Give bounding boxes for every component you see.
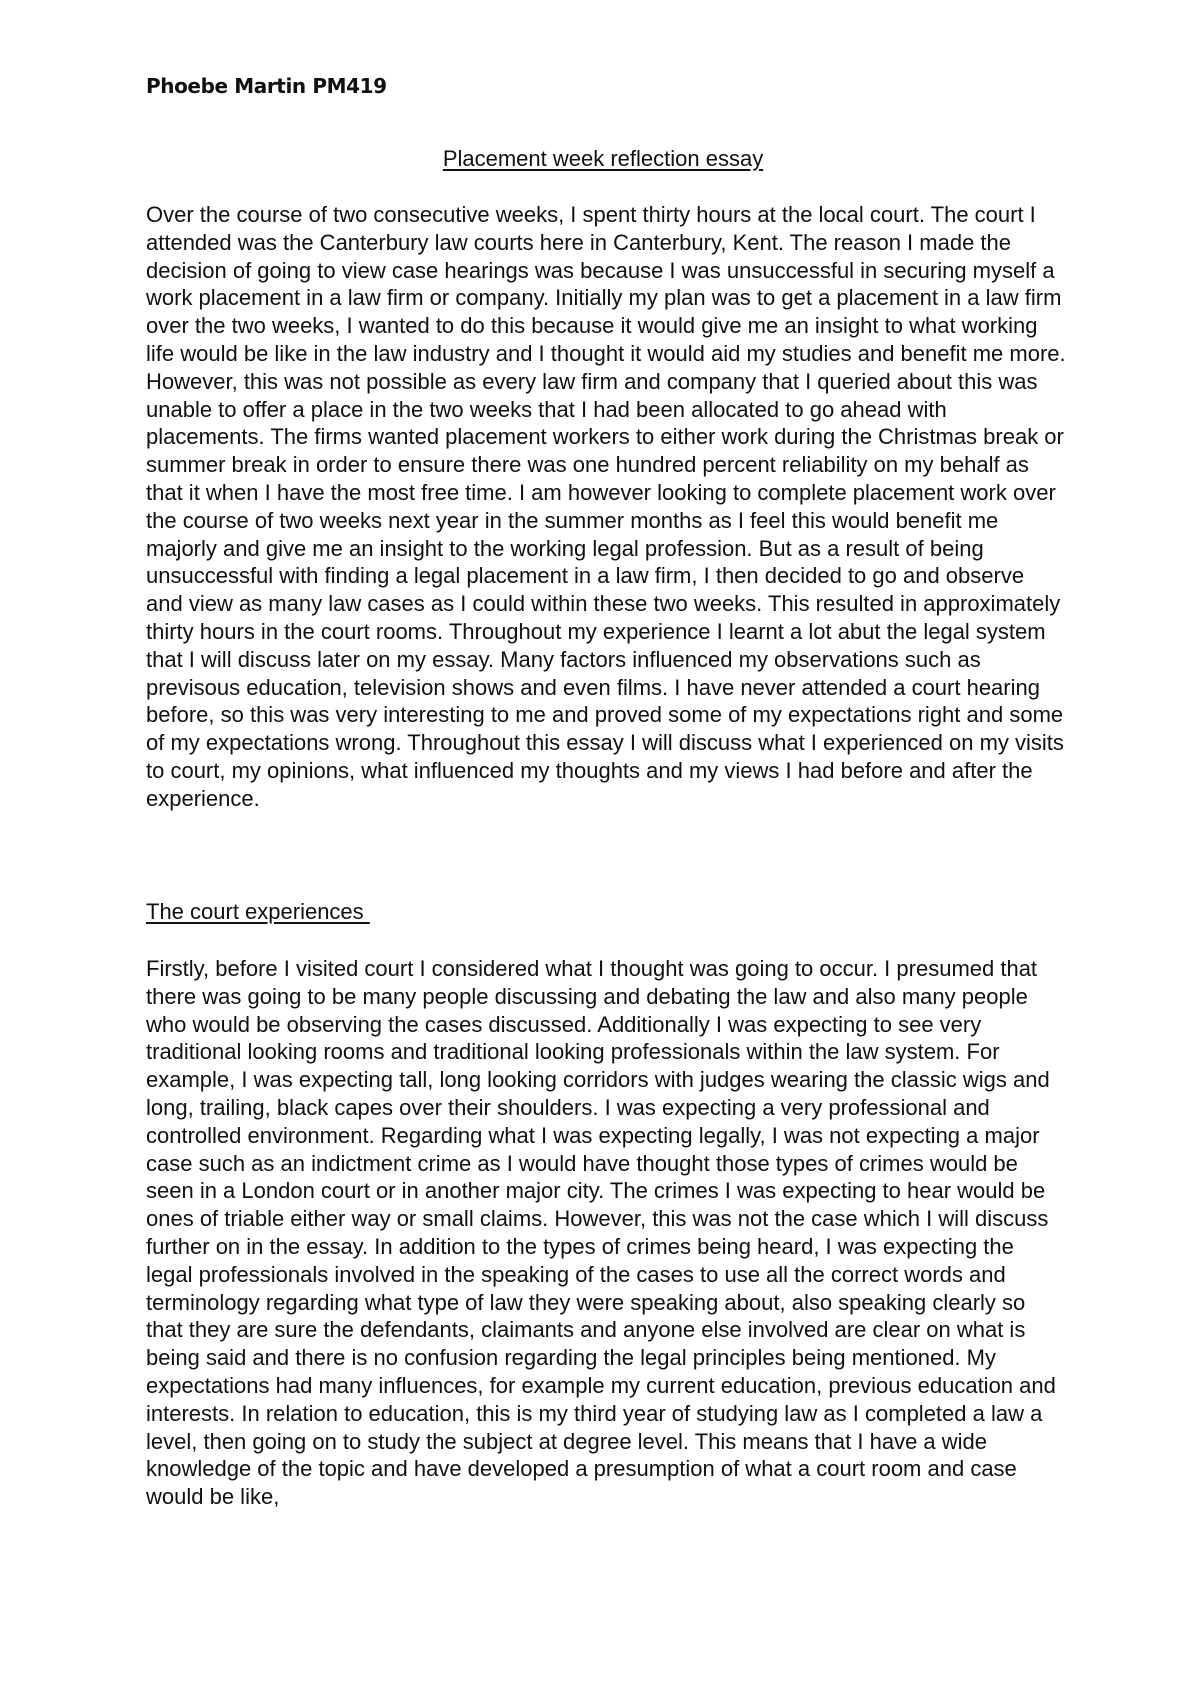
author-line: Phoebe Martin PM419 <box>146 74 387 98</box>
section-paragraph: Firstly, before I visited court I considered what I thought was going to occur. I presumed that there was going to be many people discussing and debating the law and also many people who would be observing the cases discussed. Additionally I was expecting to see very traditional looking rooms and traditional looking professionals within the law system. For example, I was expecting tall, long looking corridors with judges wearing the classic wigs and long, trailing, black capes over their shoulders. I was expecting a very professional and controlled environment. Regarding what I was expecting legally, I was not expecting a major case such as an indictment crime as I would have thought those types of crimes would be seen in a London court or in another major city. The crimes I was expecting to hear would be ones of triable either way or small claims. However, this was not the case which I will discuss further on in the essay. In addition to the types of crimes being heard, I was expecting the legal professionals involved in the speaking of the cases to use all the correct words and terminology regarding what type of law they were speaking about, also speaking clearly so that they are sure the defendants, claimants and anyone else involved are clear on what is being said and there is no confusion regarding the legal principles being mentioned. My expectations had many influences, for example my current education, previous education and interests. In relation to education, this is my third year of studying law as I completed a law a level, then going on to study the subject at degree level. This means that I have a wide knowledge of the topic and have developed a presumption of what a court room and case would be like, <box>146 956 1056 1510</box>
intro-paragraph: Over the course of two consecutive weeks, I spent thirty hours at the local court. The court I attended was the Canterbury law courts here in Canterbury, Kent. The reason I made the decision of going to view case hearings was because I was unsuccessful in securing myself a work placement in a law firm or company. Initially my plan was to get a placement in a law firm over the two weeks, I wanted to do this because it would give me an insight to what working life would be like in the law industry and I thought it would aid my studies and benefit me more. However, this was not possible as every law firm and company that I queried about this was unable to offer a place in the two weeks that I had been allocated to go ahead with placements. The firms wanted placement workers to either work during the Christmas break or summer break in order to ensure there was one hundred percent reliability on my behalf as that it when I have the most free time. I am however looking to complete placement work over the course of two weeks next year in the summer months as I feel this would benefit me majorly and give me an insight to the working legal profession. But as a result of being unsuccessful with finding a legal placement in a law firm, I then decided to go and observe and view as many law cases as I could within these two weeks. This resulted in approximately thirty hours in the court rooms. Throughout my experience I learnt a lot abut the legal system that I will discuss later on my essay. Many factors influenced my observations such as previsous education, television shows and even films. I have never attended a court hearing before, so this was very interesting to me and proved some of my expectations right and some of my expectations wrong. Throughout this essay I will discuss what I experienced on my visits to court, my opinions, what influenced my thoughts and my views I had before and after the experience. <box>146 202 1066 811</box>
section-heading: The court experiences <box>146 899 370 924</box>
essay-title: Placement week reflection essay <box>442 146 764 171</box>
